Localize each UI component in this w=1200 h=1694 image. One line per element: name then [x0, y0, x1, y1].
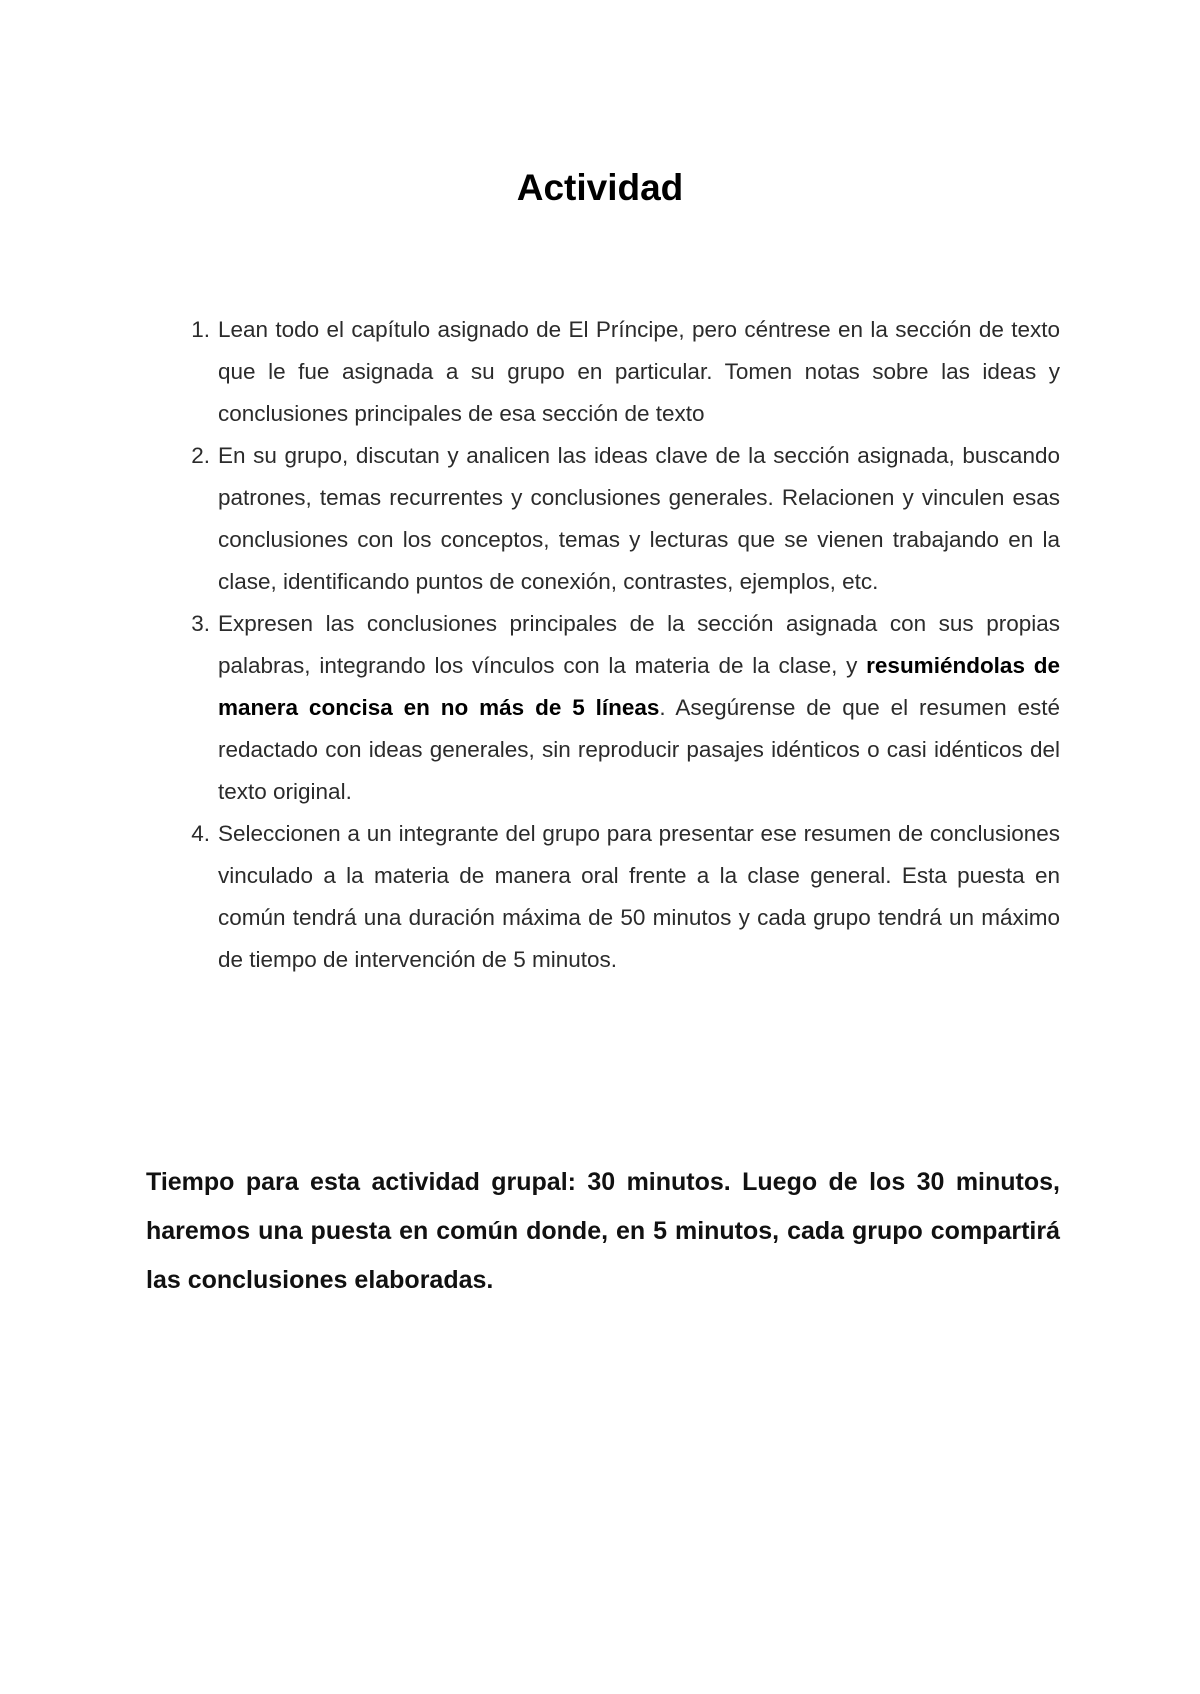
list-item [191, 813, 1060, 981]
list-item [191, 309, 1060, 435]
list-item-text-start: Expresen las conclusiones principales de la sección asignada con sus propias palabras, integrando los vínculos con la materia de la clase, y [218, 611, 1060, 678]
list-item-text-end: . Asegúrense de que el resumen esté redactado con ideas generales, sin reproducir pasajes idénticos o casi idénticos del texto original. [218, 695, 1061, 804]
page-title: Actividad [516, 167, 684, 208]
list-item-text [218, 611, 1060, 804]
list-item-text: Lean todo el capítulo asignado de El Príncipe, pero céntrese en la sección de texto que le fue asignada a su grupo en particular. Tomen notas sobre las ideas y conclusiones principales de esa sección de texto [218, 317, 1060, 426]
list-item [191, 603, 1061, 813]
list-item-text: En su grupo, discutan y analicen las ideas clave de la sección asignada, buscando patrones, temas recurrentes y conclusiones generales. Relacionen y vinculen esas conclusiones con los conceptos, temas y lecturas que se vienen trabajando en la clase, identificando puntos de conexión, contrastes, ejemplos, etc. [218, 443, 1060, 594]
list-item-text: Seleccionen a un integrante del grupo para presentar ese resumen de conclusiones vinculado a la materia de manera oral frente a la clase general. Esta puesta en común tendrá una duración máxima de 50 minutos y cada grupo tendrá un máximo de tiempo de intervención de 5 minutos. [218, 821, 1060, 972]
emphasized-text: resumiéndolas de manera concisa en no más de 5 líneas [218, 653, 1060, 720]
time-note: Tiempo para esta actividad grupal: 30 minutos. Luego de los 30 minutos, haremos una puesta en común donde, en 5 minutos, cada grupo compartirá las conclusiones elaboradas. [146, 1168, 1060, 1294]
list-item-number: 4. [191, 821, 210, 846]
list-item-number: 1. [191, 317, 210, 342]
instruction-list [191, 309, 1061, 981]
list-item-number: 2. [191, 443, 210, 468]
list-item [191, 435, 1060, 603]
list-item-number: 3. [191, 611, 210, 636]
